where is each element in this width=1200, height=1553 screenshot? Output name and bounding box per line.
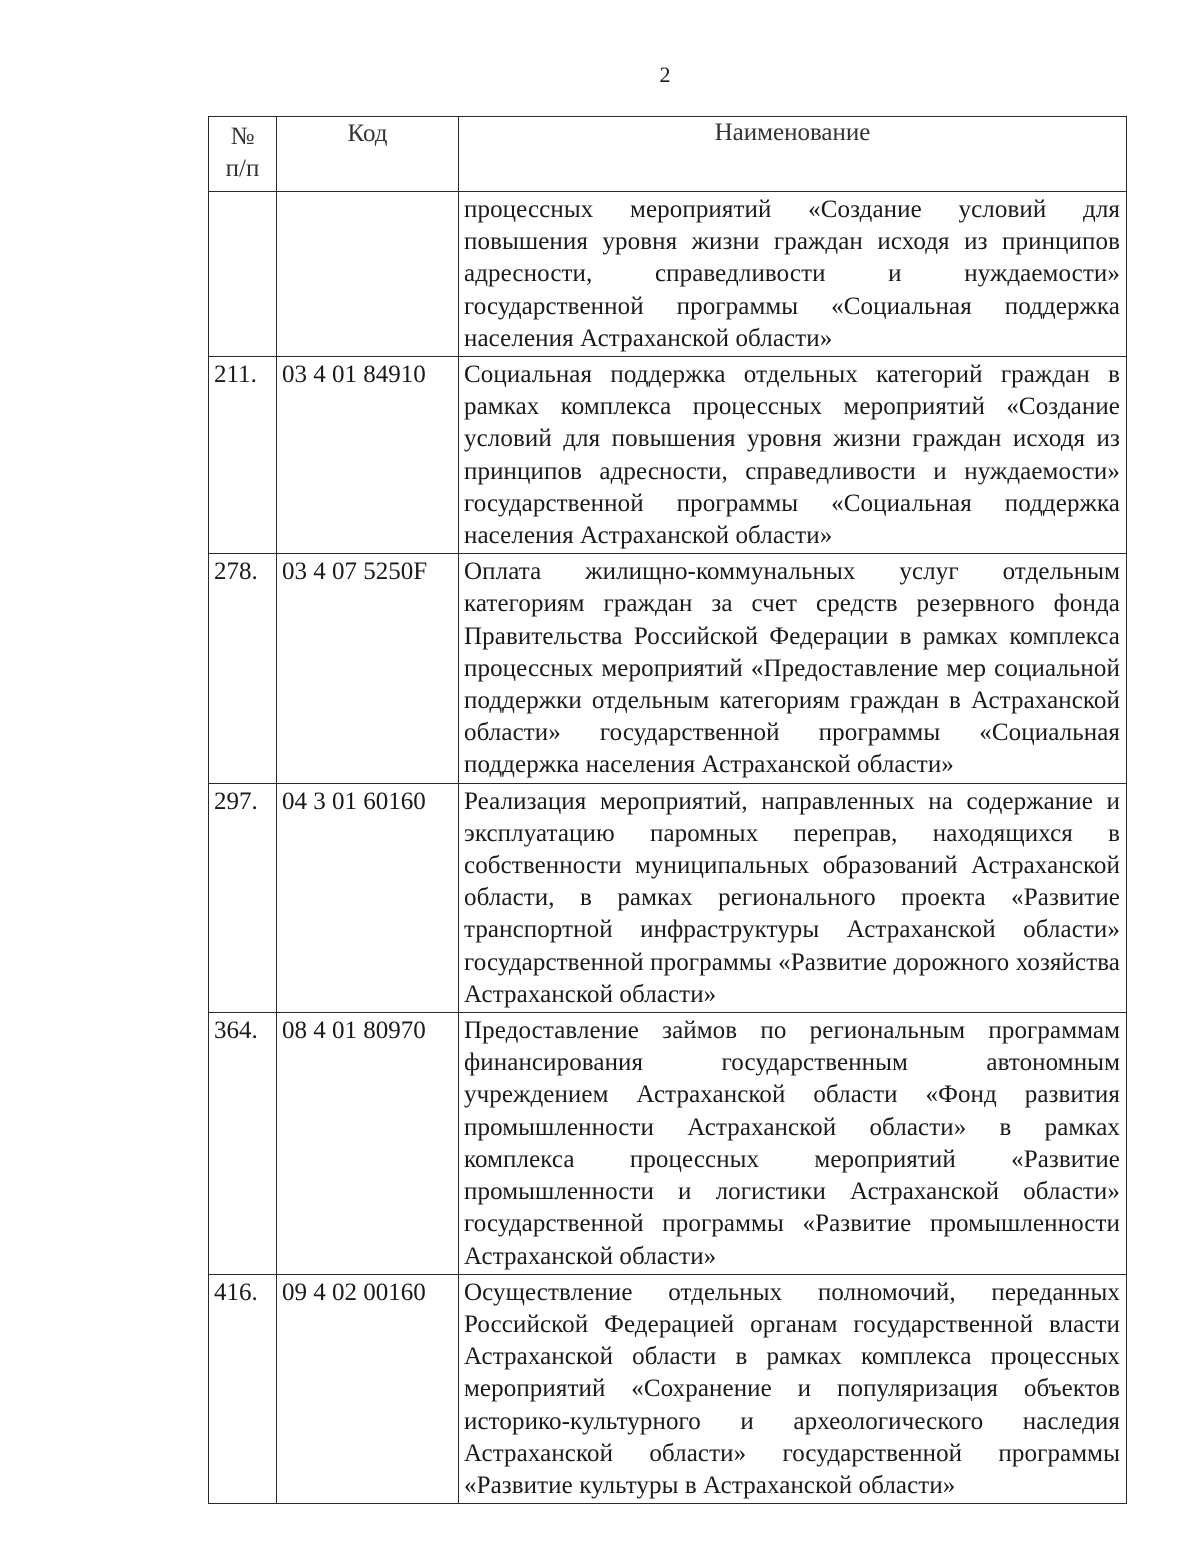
row-code: 09 4 02 00160	[277, 1274, 459, 1503]
row-code: 08 4 01 80970	[277, 1013, 459, 1275]
budget-classification-table	[208, 116, 1127, 1504]
row-name-text: Предоставление займов по региональным программам финансирования государственным автономным учреждением Астраханской области «Фонд развития промышленности Астраханской области» в рамках комплекса процессных мероприятий «Развитие промышленности и логистики Астраханской области» государственной программы «Развитие промышленности Астраханской области»	[464, 1017, 1120, 1270]
row-name	[459, 1013, 1127, 1275]
row-name-text: Оплата жилищно-коммунальных услуг отдельным категориям граждан за счет средств резервного фонда Правительства Российской Федерации в рамках комплекса процессных мероприятий «Предоставление мер социальной поддержки отдельным категориям граждан в Астраханской области» государственной программы «Социальная поддержка населения Астраханской области»	[464, 558, 1120, 779]
header-number-abbr: п/п	[225, 155, 260, 183]
row-name-text: Осуществление отдельных полномочий, переданных Российской Федерацией органам государственной власти Астраханской области в рамках комплекса процессных мероприятий «Сохранение и популяризация объектов историко-культурного и археологического наследия Астраханской области» государственной программы «Развитие культуры в Астраханской области»	[464, 1278, 1120, 1499]
row-number: 278.	[209, 554, 277, 783]
table-row	[209, 1013, 1127, 1275]
row-name	[459, 554, 1127, 783]
row-code: 04 3 01 60160	[277, 783, 459, 1012]
row-number: 364.	[209, 1013, 277, 1275]
table-row	[209, 554, 1127, 783]
table-body	[209, 192, 1127, 1504]
header-row	[209, 117, 1127, 192]
table-row-continuation	[209, 192, 1127, 357]
row-name-text: Социальная поддержка отдельных категорий граждан в рамках комплекса процессных мероприятий «Создание условий для повышения уровня жизни граждан исходя из принципов адресности, справедливости и нуждаемости» государственной программы «Социальная поддержка населения Астраханской области»	[464, 361, 1120, 550]
header-code: Код	[277, 117, 459, 192]
header-number-sign: №	[230, 123, 255, 150]
header-number	[209, 117, 277, 192]
row-name	[459, 192, 1127, 357]
row-code	[277, 192, 459, 357]
page-number: 2	[659, 62, 671, 87]
table-row	[209, 357, 1127, 554]
row-code: 03 4 07 5250F	[277, 554, 459, 783]
row-name-text: Реализация мероприятий, направленных на содержание и эксплуатацию паромных переправ, находящихся в собственности муниципальных образований Астраханской области, в рамках регионального проекта «Развитие транспортной инфраструктуры Астраханской области» государственной программы «Развитие дорожного хозяйства Астраханской области»	[464, 787, 1120, 1008]
table-header	[209, 117, 1127, 192]
row-number	[209, 192, 277, 357]
row-code: 03 4 01 84910	[277, 357, 459, 554]
table-row	[209, 1274, 1127, 1503]
row-name	[459, 357, 1127, 554]
row-name	[459, 783, 1127, 1012]
row-name	[459, 1274, 1127, 1503]
table-row	[209, 783, 1127, 1012]
header-name: Наименование	[459, 117, 1127, 192]
row-number: 416.	[209, 1274, 277, 1503]
row-number: 297.	[209, 783, 277, 1012]
row-number: 211.	[209, 357, 277, 554]
row-name-text: процессных мероприятий «Создание условий для повышения уровня жизни граждан исходя из принципов адресности, справедливости и нуждаемости» государственной программы «Социальная поддержка населения Астраханской области»	[464, 196, 1120, 352]
